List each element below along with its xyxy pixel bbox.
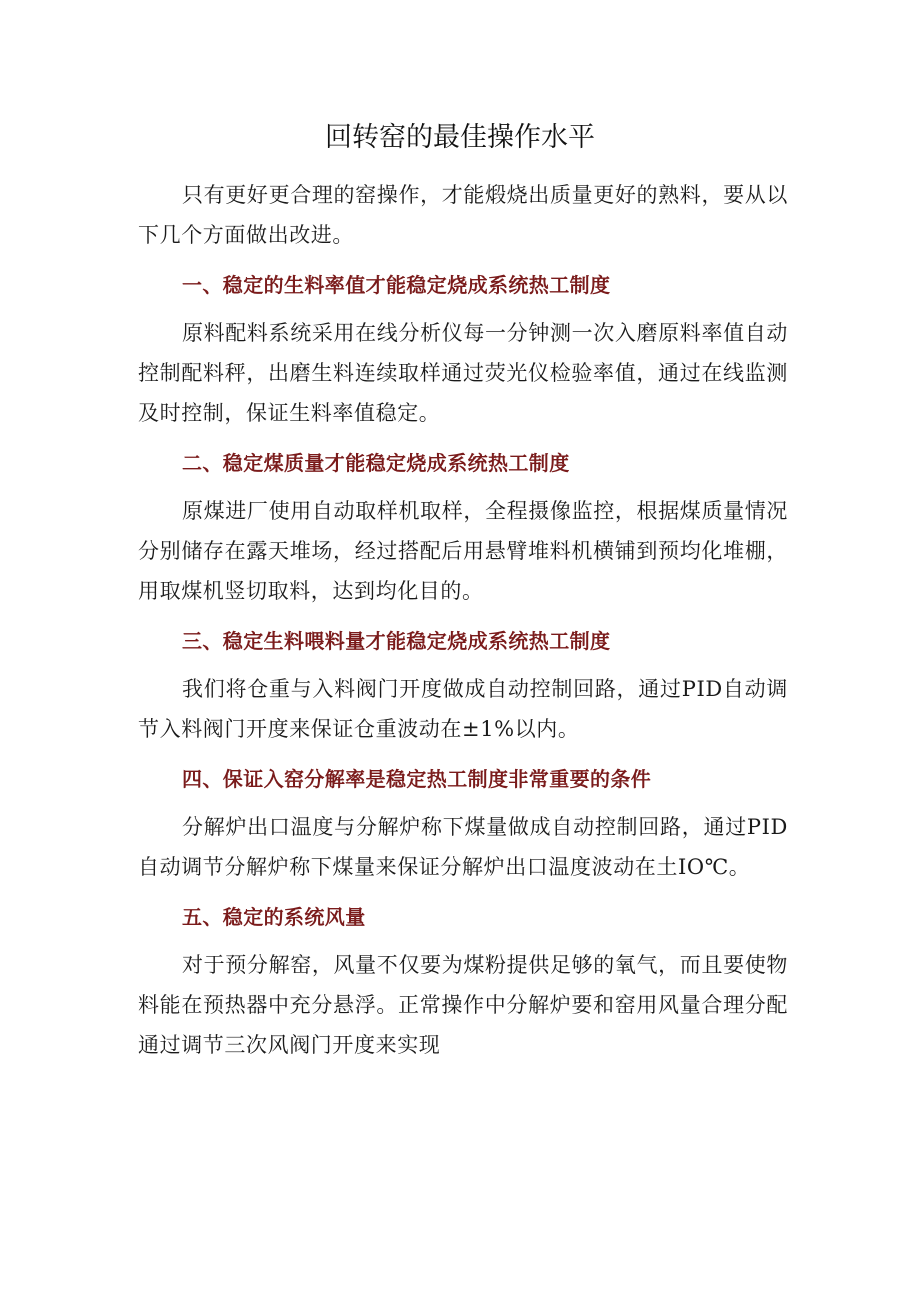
section-heading-3: 三、稳定生料喂料量才能稳定烧成系统热工制度 — [182, 629, 611, 653]
page-title: 回转窑的最佳操作水平 — [325, 122, 595, 153]
document-body — [138, 175, 788, 1077]
section-heading-5: 五、稳定的系统风量 — [182, 905, 366, 929]
section-body-3: 我们将仓重与入料阀门开度做成自动控制回路，通过PID自动调节入料阀门开度来保证仓重波动在±1%以内。 — [138, 677, 788, 741]
section-heading-2: 二、稳定煤质量才能稳定烧成系统热工制度 — [182, 451, 570, 475]
intro-paragraph: 只有更好更合理的窑操作，才能煅烧出质量更好的熟料，要从以下几个方面做出改进。 — [138, 183, 788, 247]
section-heading-1: 一、稳定的生料率值才能稳定烧成系统热工制度 — [182, 273, 611, 297]
section-body-1: 原料配料系统采用在线分析仪每一分钟测一次入磨原料率值自动控制配料秤，出磨生料连续取样通过荧光仪检验率值，通过在线监测及时控制，保证生料率值稳定。 — [138, 321, 788, 425]
section-body-4: 分解炉出口温度与分解炉称下煤量做成自动控制回路，通过PID自动调节分解炉称下煤量来保证分解炉出口温度波动在土IO℃。 — [138, 815, 788, 879]
section-body-5: 对于预分解窑，风量不仅要为煤粉提供足够的氧气，而且要使物料能在预热器中充分悬浮。正常操作中分解炉要和窑用风量合理分配通过调节三次风阀门开度来实现 — [138, 953, 788, 1057]
section-heading-4: 四、保证入窑分解率是稳定热工制度非常重要的条件 — [182, 767, 652, 791]
section-body-2: 原煤进厂使用自动取样机取样，全程摄像监控，根据煤质量情况分别储存在露天堆场，经过搭配后用悬臂堆料机横铺到预均化堆棚，用取煤机竖切取料，达到均化目的。 — [138, 499, 788, 603]
